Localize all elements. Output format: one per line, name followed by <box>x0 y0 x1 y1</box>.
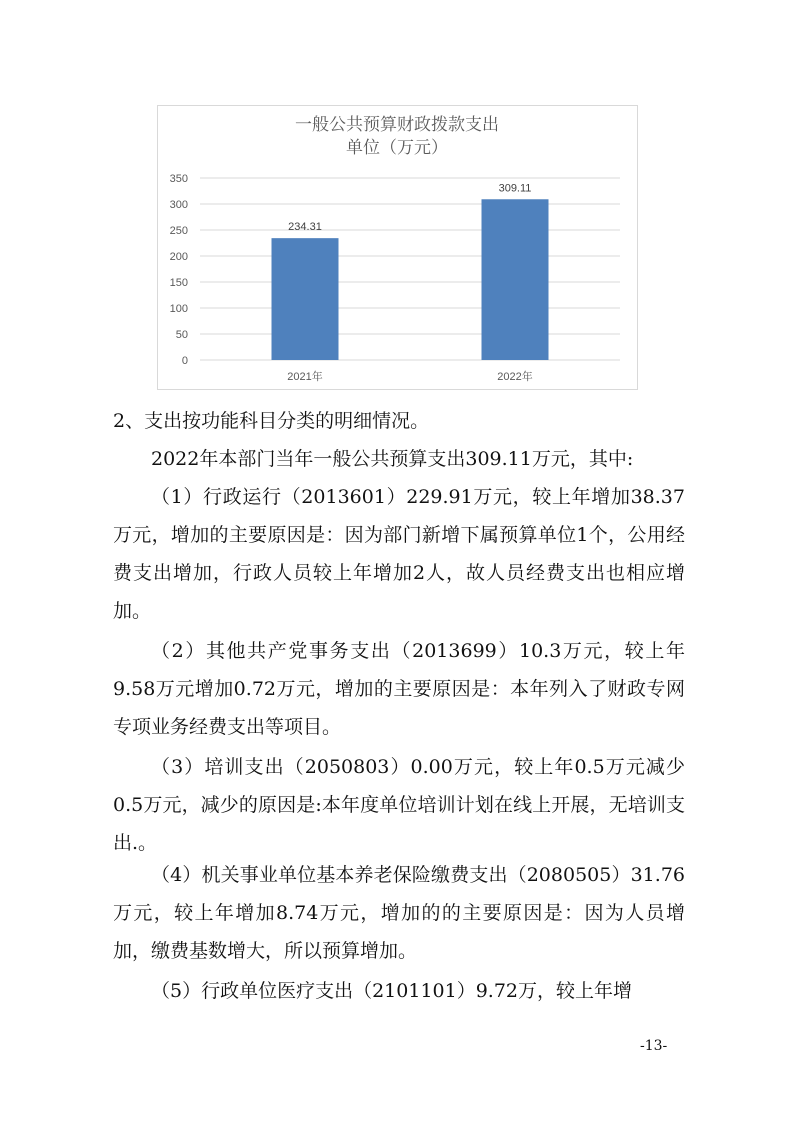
y-tick-label: 200 <box>169 251 188 263</box>
bar-2021年 <box>272 238 339 360</box>
y-tick-label: 250 <box>169 225 188 237</box>
page-number: -13- <box>640 1038 668 1054</box>
paragraph-item-4: （4）机关事业单位基本养老保险缴费支出（2080505）31.76万元，较上年增加8.74万元，增加的的主要原因是：因为人员增加，缴费基数增大，所以预算增加。 <box>113 864 685 962</box>
paragraph-item-3: （3）培训支出（2050803）0.00万元，较上年0.5万元减少0.5万元，减少的原因是:本年度单位培训计划在线上开展，无培训支出.。 <box>113 756 685 854</box>
x-tick-label: 2022年 <box>497 371 533 383</box>
chart-subtitle: 单位（万元） <box>346 138 448 158</box>
paragraph-item-5: （5）行政单位医疗支出（2101101）9.72万，较上年增 <box>151 980 633 1002</box>
y-tick-label: 0 <box>181 355 188 367</box>
x-tick-label: 2021年 <box>287 371 323 383</box>
paragraph-heading: 2、支出按功能科目分类的明细情况。 <box>113 410 430 432</box>
y-tick-label: 350 <box>169 173 188 185</box>
data-label: 309.11 <box>498 182 532 195</box>
bar-2022年 <box>482 199 549 360</box>
chart-svg <box>158 106 637 389</box>
data-label: 234.31 <box>288 221 322 234</box>
paragraph-summary: 2022年本部门当年一般公共预算支出309.11万元，其中: <box>151 448 634 470</box>
y-tick-label: 150 <box>169 277 188 289</box>
paragraph-item-1: （1）行政运行（2013601）229.91万元，较上年增加38.37万元，增加的主要原因是：因为部门新增下属预算单位1个，公用经费支出增加，行政人员较上年增加2人，故人员经费支出也相应增加。 <box>113 486 685 622</box>
paragraph-item-2: （2）其他共产党事务支出（2013699）10.3万元，较上年9.58万元增加0.72万元，增加的主要原因是：本年列入了财政专网专项业务经费支出等项目。 <box>113 640 685 738</box>
y-tick-label: 300 <box>169 199 188 211</box>
chart-title: 一般公共预算财政拨款支出 <box>295 115 499 135</box>
y-tick-label: 100 <box>169 303 188 315</box>
budget-chart <box>157 105 638 390</box>
y-tick-label: 50 <box>175 329 188 341</box>
